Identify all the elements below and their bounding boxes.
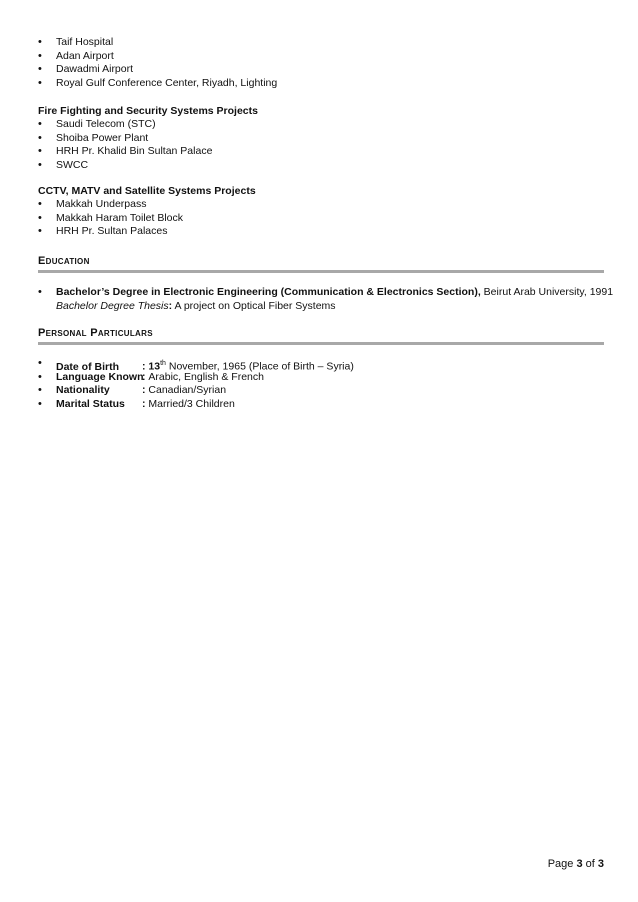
list-item [38,398,604,412]
field-prefix: : [142,397,149,410]
section-divider [38,270,604,273]
institution: Beirut Arab University, 1991 [480,286,614,298]
list-item: • Royal Gulf Conference Center, Riyadh, Lighting [38,77,608,91]
list-item: • Dawadmi Airport [38,63,608,77]
fire-fighting-section [38,104,608,172]
field-label: Marital Status [56,397,125,410]
total-pages: 3 [597,858,604,870]
field-label: Nationality [56,384,110,397]
education-section [38,254,614,313]
list-item [38,384,604,398]
thesis: A project on Optical Fiber Systems [172,299,336,312]
list-item: • HRH Pr. Sultan Palaces [38,225,608,239]
list-item [38,357,604,371]
list-item: • Saudi Telecom (STC) [38,118,608,132]
page-word: Page [547,858,577,870]
list-item: • Makkah Underpass [38,198,608,212]
degree: Bachelor’s Degree in Electronic Engineering (Communication & Electronics Section), [56,286,481,298]
field-prefix: : [142,384,149,397]
field-value: Canadian/Syrian [148,384,227,397]
subsection-title: CCTV, MATV and Satellite Systems Projects [38,185,256,197]
list-item: • Taif Hospital [38,36,608,50]
list-item: • Makkah Haram Toilet Block [38,212,608,226]
personal-section [38,326,604,411]
list-item: • SWCC [38,159,608,173]
thesis-separator: : [168,299,173,312]
list-item [38,286,614,313]
list-item: • Adan Airport [38,50,608,64]
subsection-title: Fire Fighting and Security Systems Projects [38,105,258,117]
field-label: Date of Birth [56,360,119,373]
superscript: th [160,360,166,367]
field-value: Married/3 Children [148,397,235,410]
field-value: Arabic, English & French [148,370,264,383]
list-item: • Shoiba Power Plant [38,132,608,146]
current-page: 3 [576,858,583,870]
field-prefix: : 13 [142,360,161,373]
projects-list [38,36,608,90]
section-heading: Personal Particulars [38,327,153,339]
page-number [548,858,604,870]
list-item [38,371,604,385]
section-divider [38,342,604,345]
field-value: November, 1965 (Place of Birth – Syria) [165,360,354,373]
section-heading: Education [38,255,90,267]
cctv-section [38,184,608,239]
list-item: • HRH Pr. Khalid Bin Sultan Palace [38,145,608,159]
thesis-label: Bachelor Degree Thesis [56,299,169,312]
field-prefix: : [142,370,149,383]
field-label: Language Known [56,370,144,383]
of-word: of [582,858,598,870]
